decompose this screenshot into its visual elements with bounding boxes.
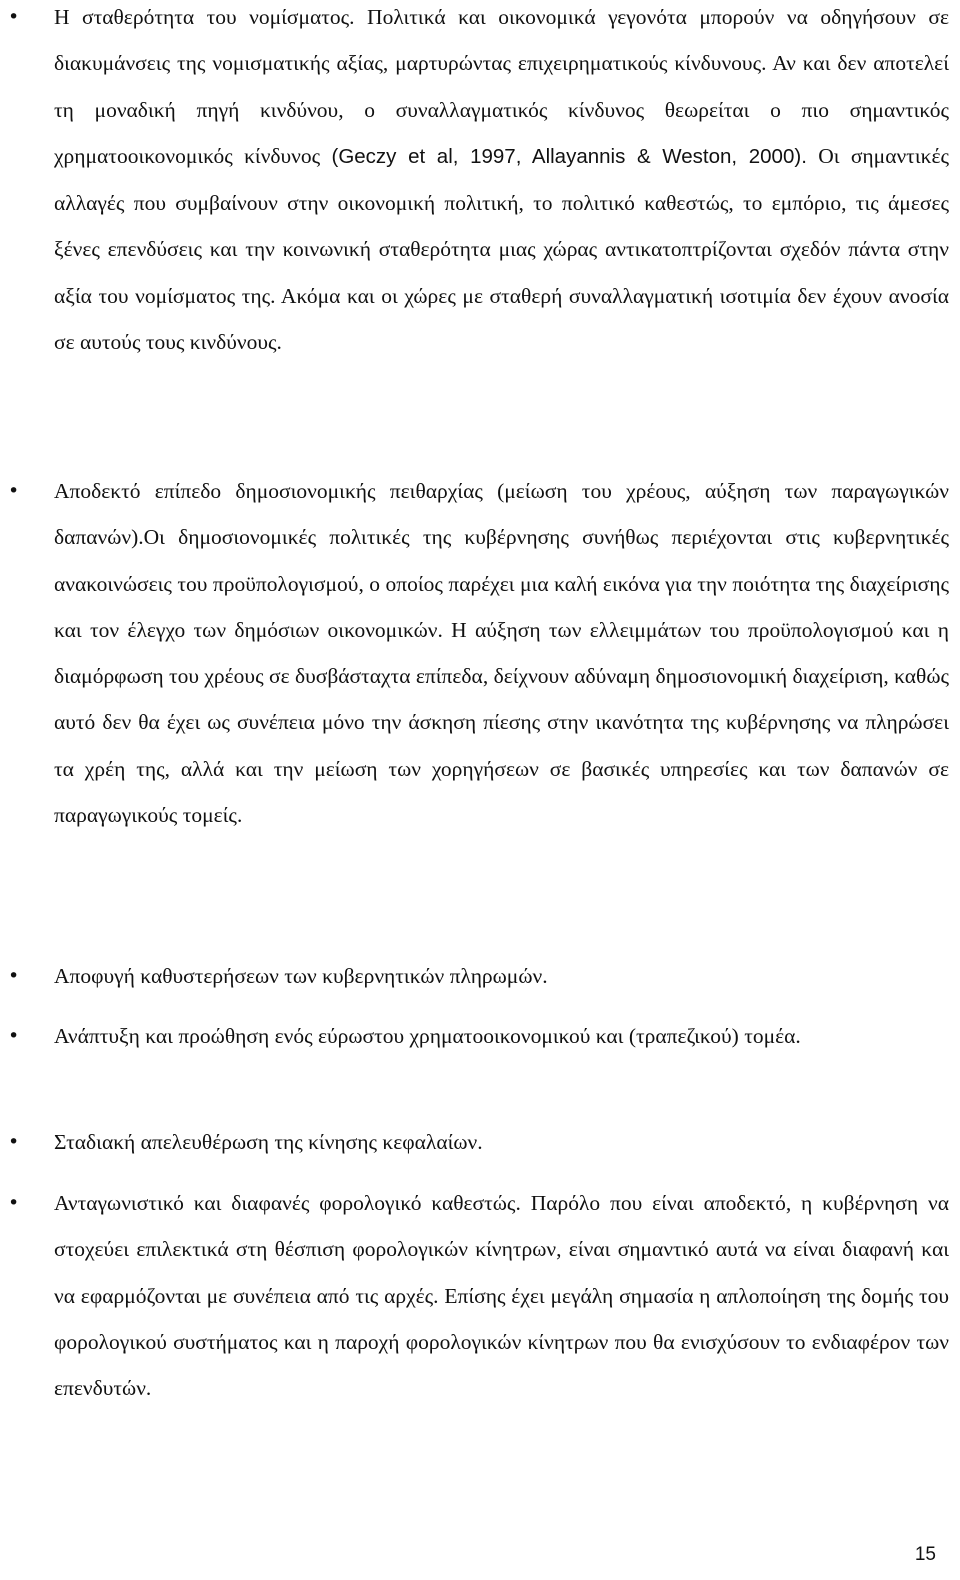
paragraph-tax-regime: Ανταγωνιστικό και διαφανές φορολογικό καθεστώς. Παρόλο που είναι αποδεκτό, η κυβέρνηση να στοχεύει επιλεκτικά στη θέσπιση φορολογικών κίνητρων, είναι σημαντικό αυτά να είναι διαφανή και να εφαρμόζονται με συνέπεια από τις αρχές. Επίσης έχει μεγάλη σημασία η απλοποίηση της δομής του φορολογικού συστήματος και η παροχή φορολογικών κίνητρων που θα ενισχύσουν το ενδιαφέρον των επενδυτών. [54, 1191, 949, 1401]
bullet-icon: • [8, 6, 20, 28]
bullet-icon: • [8, 1025, 20, 1047]
paragraph-capital-liberalization: Σταδιακή απελευθέρωση της κίνησης κεφαλαίων. [54, 1130, 483, 1154]
bullet-icon: • [8, 1131, 20, 1153]
paragraph-payment-delays: Αποφυγή καθυστερήσεων των κυβερνητικών πληρωμών. [54, 964, 548, 988]
paragraph-text: Η σταθερότητα του νομίσματος. Πολιτικά και οικονομικά γεγονότα μπορούν να οδηγήσουν σε διακυμάνσεις της νομισματικής αξίας, μαρτυρώντας επιχειρηματικούς κίνδυνους. Αν και δεν αποτελεί τη μοναδική πηγή κινδύνου, ο συναλλαγματικός κίνδυνος θεωρείται ο πιο σημαντικός χρηματοοικονομικός κίνδυνος [54, 5, 949, 168]
bullet-icon: • [8, 480, 20, 502]
paragraph-fiscal-discipline: Αποδεκτό επίπεδο δημοσιονομικής πειθαρχίας (μείωση του χρέους, αύξηση των παραγωγικών δαπανών).Οι δημοσιονομικές πολιτικές της κυβέρνησης συνήθως περιέχονται στις κυβερνητικές ανακοινώσεις του προϋπολογισμού, ο οποίος παρέχει μια καλή εικόνα για την ποιότητα της διαχείρισης και τον έλεγχο των δημόσιων οικονομικών. Η αύξηση των ελλειμμάτων του προϋπολογισμού και η διαμόρφωση του χρέους σε δυσβάσταχτα επίπεδα, δείχνουν αδύναμη δημοσιονομική διαχείριση, καθώς αυτό δεν θα έχει ως συνέπεια μόνο την άσκηση πίεσης στην ικανότητα της κυβέρνησης να πληρώσει τα χρέη της, αλλά και την μείωση των χορηγήσεων σε βασικές υπηρεσίες και των δαπανών σε παραγωγικούς τομείς. [54, 479, 949, 828]
citation-text: (Geczy et al, 1997, Allayannis & Weston, 2000). [331, 144, 807, 168]
paragraph-currency-stability [54, 0, 949, 365]
bullet-icon: • [8, 965, 20, 987]
paragraph-text: Οι σημαντικές αλλαγές που συμβαίνουν στην οικονομική πολιτική, το πολιτικό καθεστώς, το εμπόριο, τις άμεσες ξένες επενδύσεις και την κοινωνική σταθερότητα μιας χώρας αντικατοπτρίζονται σχεδόν πάντα στην αξία του νομίσματος της. Ακόμα και οι χώρες με σταθερή συναλλαγματική ισοτιμία δεν έχουν ανοσία σε αυτούς τους κινδύνους. [54, 143, 949, 355]
bullet-icon: • [8, 1192, 20, 1214]
page-number: 15 [914, 1544, 936, 1565]
paragraph-financial-sector: Ανάπτυξη και προώθηση ενός εύρωστου χρηματοοικονομικού και (τραπεζικού) τομέα. [54, 1024, 801, 1048]
